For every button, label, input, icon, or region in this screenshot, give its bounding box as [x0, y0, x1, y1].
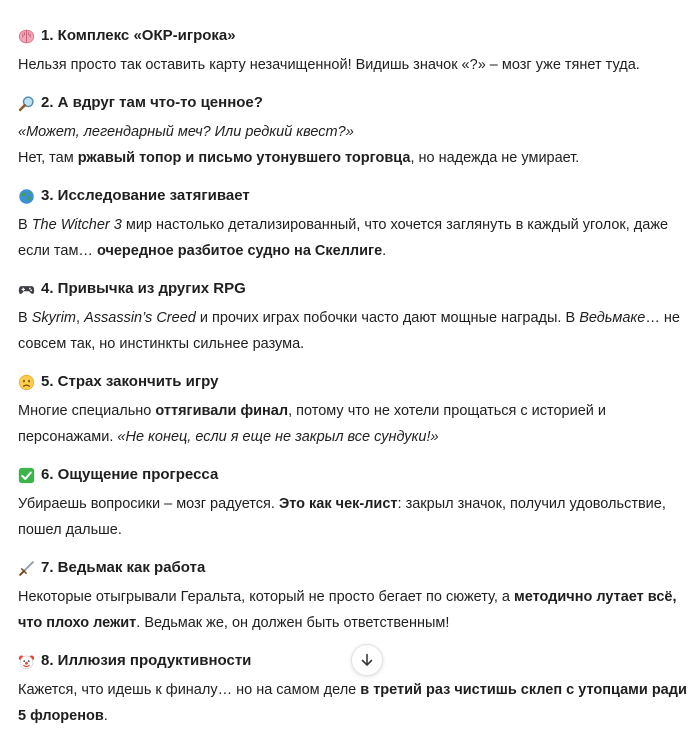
sword-icon [18, 560, 35, 577]
message-content [18, 26, 690, 744]
list-item [18, 372, 690, 450]
section-title: 6. Ощущение прогресса [41, 466, 219, 483]
section-heading [18, 186, 690, 206]
section-heading [18, 279, 690, 299]
section-paragraph: «Может, легендарный меч? Или редкий квест?» [18, 124, 354, 140]
section-paragraph: Нельзя просто так оставить карту незачищенной! Видишь значок «?» – мозг уже тянет туда. [18, 57, 640, 73]
section-title: 7. Ведьмак как работа [41, 559, 206, 576]
check-mark-icon [18, 467, 35, 484]
section-paragraph: В The Witcher 3 мир настолько детализированный, что хочется заглянуть в каждый уголок, даже если там… очередное разбитое судно на Скеллиге. [18, 217, 669, 259]
section-heading [18, 465, 690, 485]
magnifying-glass-icon [18, 95, 35, 112]
arrow-down-icon [359, 652, 375, 668]
scroll-to-bottom-button[interactable] [351, 644, 383, 676]
section-title: 4. Привычка из других RPG [41, 280, 246, 297]
globe-icon [18, 188, 35, 205]
section-title: 1. Комплекс «ОКР-игрока» [41, 27, 236, 44]
clown-icon [18, 653, 35, 670]
brain-icon [18, 28, 35, 45]
sad-face-icon [18, 374, 35, 391]
section-title: 8. Иллюзия продуктивности [41, 652, 252, 669]
section-paragraph: Некоторые отыгрывали Геральта, который не просто бегает по сюжету, а методично лутает всё, что плохо лежит. Ведьмак же, он должен быть ответственным! [18, 589, 677, 631]
list-item [18, 558, 690, 636]
section-heading [18, 558, 690, 578]
section-title: 5. Страх закончить игру [41, 373, 219, 390]
list-item [18, 186, 690, 264]
list-item [18, 279, 690, 357]
section-title: 3. Исследование затягивает [41, 187, 250, 204]
section-paragraph: Нет, там ржавый топор и письмо утонувшего торговца, но надежда не умирает. [18, 150, 580, 166]
section-paragraph: В Skyrim, Assassin’s Creed и прочих играх побочки часто дают мощные награды. В Ведьмаке… не совсем так, но инстинкты сильнее разума. [18, 310, 680, 352]
section-paragraph: Кажется, что идешь к финалу… но на самом деле в третий раз чистишь склеп с утопцами ради 5 флоренов. [18, 682, 687, 724]
list-item [18, 465, 690, 543]
section-heading [18, 93, 690, 113]
section-title: 2. А вдруг там что-то ценное? [41, 94, 263, 111]
list-item [18, 93, 690, 171]
section-paragraph: Многие специально оттягивали финал, потому что не хотели прощаться с историей и персонажами. «Не конец, если я еще не закрыл все сундуки!» [18, 403, 607, 445]
gamepad-icon [18, 281, 35, 298]
list-item [18, 26, 690, 78]
section-heading [18, 372, 690, 392]
section-paragraph: Убираешь вопросики – мозг радуется. Это как чек-лист: закрыл значок, получил удовольствие, пошел дальше. [18, 496, 666, 538]
section-heading [18, 26, 690, 46]
